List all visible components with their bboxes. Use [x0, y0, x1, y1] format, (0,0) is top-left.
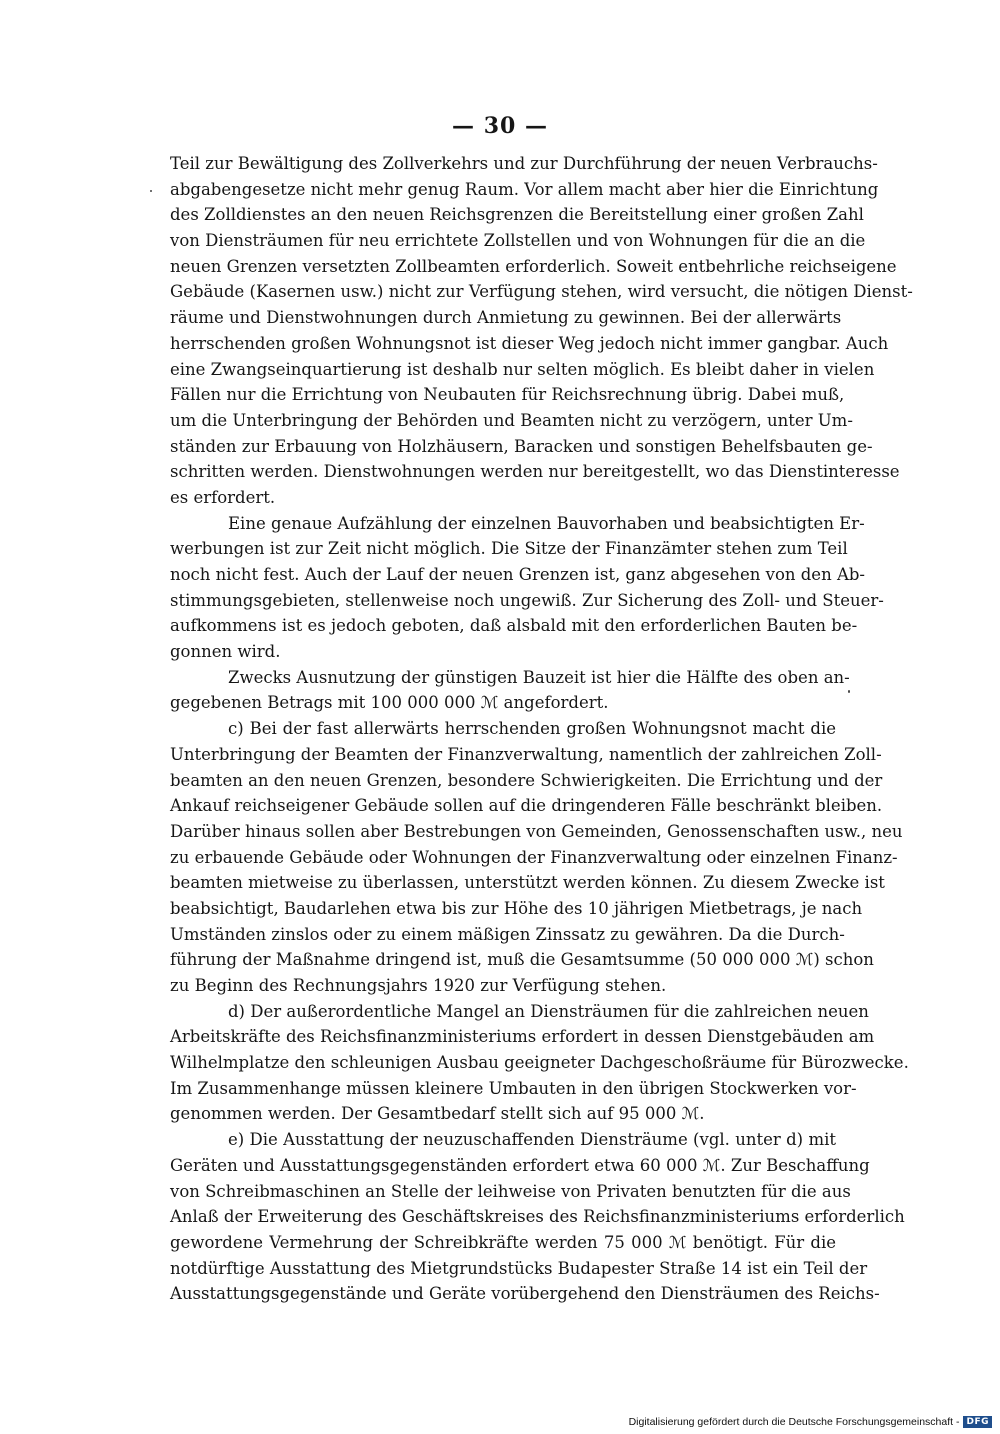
dfg-logo: DFG [963, 1416, 992, 1428]
text-line: Darüber hinaus sollen aber Bestrebungen von Gemeinden, Genossenschaften usw., neu [170, 821, 903, 841]
text-line: aufkommens ist es jedoch geboten, daß alsbald mit den erforderlichen Bauten be- [170, 616, 858, 636]
text-line: gegebenen Betrags mit 100 000 000 ℳ angefordert. [170, 693, 609, 713]
text-line: räume und Dienstwohnungen durch Anmietung zu gewinnen. Bei der allerwärts [170, 308, 842, 328]
text-line: herrschenden großen Wohnungsnot ist dieser Weg jedoch nicht immer gangbar. Auch [170, 333, 889, 353]
text-line: werbungen ist zur Zeit nicht möglich. Die Sitze der Finanzämter stehen zum Teil [170, 539, 848, 559]
text-line: führung der Maßnahme dringend ist, muß die Gesamtsumme (50 000 000 ℳ) schon [170, 950, 874, 970]
text-line: Eine genaue Aufzählung der einzelnen Bauvorhaben und beabsichtigten Er- [228, 513, 865, 533]
text-line: beamten mietweise zu überlassen, unterstützt werden können. Zu diesem Zwecke ist [170, 873, 885, 893]
text-line: Zwecks Ausnutzung der günstigen Bauzeit ist hier die Hälfte des oben an- [228, 667, 850, 687]
text-line: Fällen nur die Errichtung von Neubauten für Reichsrechnung übrig. Dabei muß, [170, 385, 845, 405]
text-line: gewordene Vermehrung der Schreibkräfte werden 75 000 ℳ benötigt. Für die [170, 1232, 836, 1252]
text-line: Arbeitskräfte des Reichsfinanzministeriums erfordert in dessen Dienstgebäuden am [170, 1027, 875, 1047]
text-line: genommen werden. Der Gesamtbedarf stellt sich auf 95 000 ℳ. [170, 1104, 705, 1124]
text-line: es erfordert. [170, 487, 276, 507]
text-line: c) Bei der fast allerwärts herrschenden großen Wohnungsnot macht die [228, 719, 836, 739]
scan-speck [848, 690, 850, 693]
text-line: von Diensträumen für neu errichtete Zollstellen und von Wohnungen für die an die [170, 231, 866, 251]
text-line: Unterbringung der Beamten der Finanzverwaltung, namentlich der zahlreichen Zoll- [170, 744, 882, 764]
text-line: schritten werden. Dienstwohnungen werden nur bereitgestellt, wo das Dienstinteresse [170, 462, 900, 482]
text-line: Ankauf reichseigener Gebäude sollen auf die dringenderen Fälle beschränkt bleiben. [170, 796, 883, 816]
text-line: Im Zusammenhange müssen kleinere Umbauten in den übrigen Stockwerken vor- [170, 1078, 857, 1098]
text-line: eine Zwangseinquartierung ist deshalb nur selten möglich. Es bleibt daher in vielen [170, 359, 875, 379]
text-line: notdürftige Ausstattung des Mietgrundstücks Budapester Straße 14 ist ein Teil der [170, 1258, 868, 1278]
text-line: neuen Grenzen versetzten Zollbeamten erforderlich. Soweit entbehrliche reichseigene [170, 256, 897, 276]
text-line: Gebäude (Kasernen usw.) nicht zur Verfügung stehen, wird versucht, die nötigen Dienst- [170, 282, 913, 302]
text-line: abgabengesetze nicht mehr genug Raum. Vor allem macht aber hier die Einrichtung [170, 179, 879, 199]
text-line: ständen zur Erbauung von Holzhäusern, Baracken und sonstigen Behelfsbauten ge- [170, 436, 873, 456]
text-line: des Zolldienstes an den neuen Reichsgrenzen die Bereitstellung einer großen Zahl [170, 205, 864, 225]
text-line: Wilhelmplatze den schleunigen Ausbau geeigneter Dachgeschoßräume für Bürozwecke. [170, 1053, 909, 1073]
text-line: gonnen wird. [170, 642, 281, 662]
text-line: Umständen zinslos oder zu einem mäßigen Zinssatz zu gewähren. Da die Durch- [170, 924, 845, 944]
footer-text: Digitalisierung gefördert durch die Deutsche Forschungsgemeinschaft - [628, 1416, 960, 1428]
text-line: Ausstattungsgegenstände und Geräte vorübergehend den Diensträumen des Reichs- [170, 1284, 880, 1304]
page-number: — 30 — [452, 113, 548, 139]
text-line: Teil zur Bewältigung des Zollverkehrs und zur Durchführung der neuen Verbrauchs- [170, 154, 878, 173]
footer [629, 1416, 992, 1428]
text-line: noch nicht fest. Auch der Lauf der neuen Grenzen ist, ganz abgesehen von den Ab- [170, 565, 865, 584]
text-line: zu Beginn des Rechnungsjahrs 1920 zur Verfügung stehen. [170, 976, 667, 995]
text-line: um die Unterbringung der Behörden und Beamten nicht zu verzögern, unter Um- [170, 410, 853, 430]
text-line: beamten an den neuen Grenzen, besondere Schwierigkeiten. Die Errichtung und der [170, 770, 883, 790]
text-line: e) Die Ausstattung der neuzuschaffenden Diensträume (vgl. unter d) mit [228, 1130, 836, 1150]
text-line: d) Der außerordentliche Mangel an Diensträumen für die zahlreichen neuen [228, 1001, 869, 1021]
scan-speck [150, 190, 152, 192]
text-line: stimmungsgebieten, stellenweise noch ungewiß. Zur Sicherung des Zoll- und Steuer- [170, 590, 884, 610]
text-line: beabsichtigt, Baudarlehen etwa bis zur Höhe des 10 jährigen Mietbetrags, je nach [170, 898, 863, 918]
text-line: Geräten und Ausstattungsgegenständen erfordert etwa 60 000 ℳ. Zur Beschaffung [170, 1155, 870, 1175]
text-line: von Schreibmaschinen an Stelle der leihweise von Privaten benutzten für die aus [170, 1181, 851, 1201]
text-line: Anlaß der Erweiterung des Geschäftskreises des Reichsfinanzministeriums erforderlich [170, 1207, 905, 1227]
text-line: zu erbauende Gebäude oder Wohnungen der Finanzverwaltung oder einzelnen Finanz- [170, 847, 898, 867]
body-text [170, 151, 913, 1307]
